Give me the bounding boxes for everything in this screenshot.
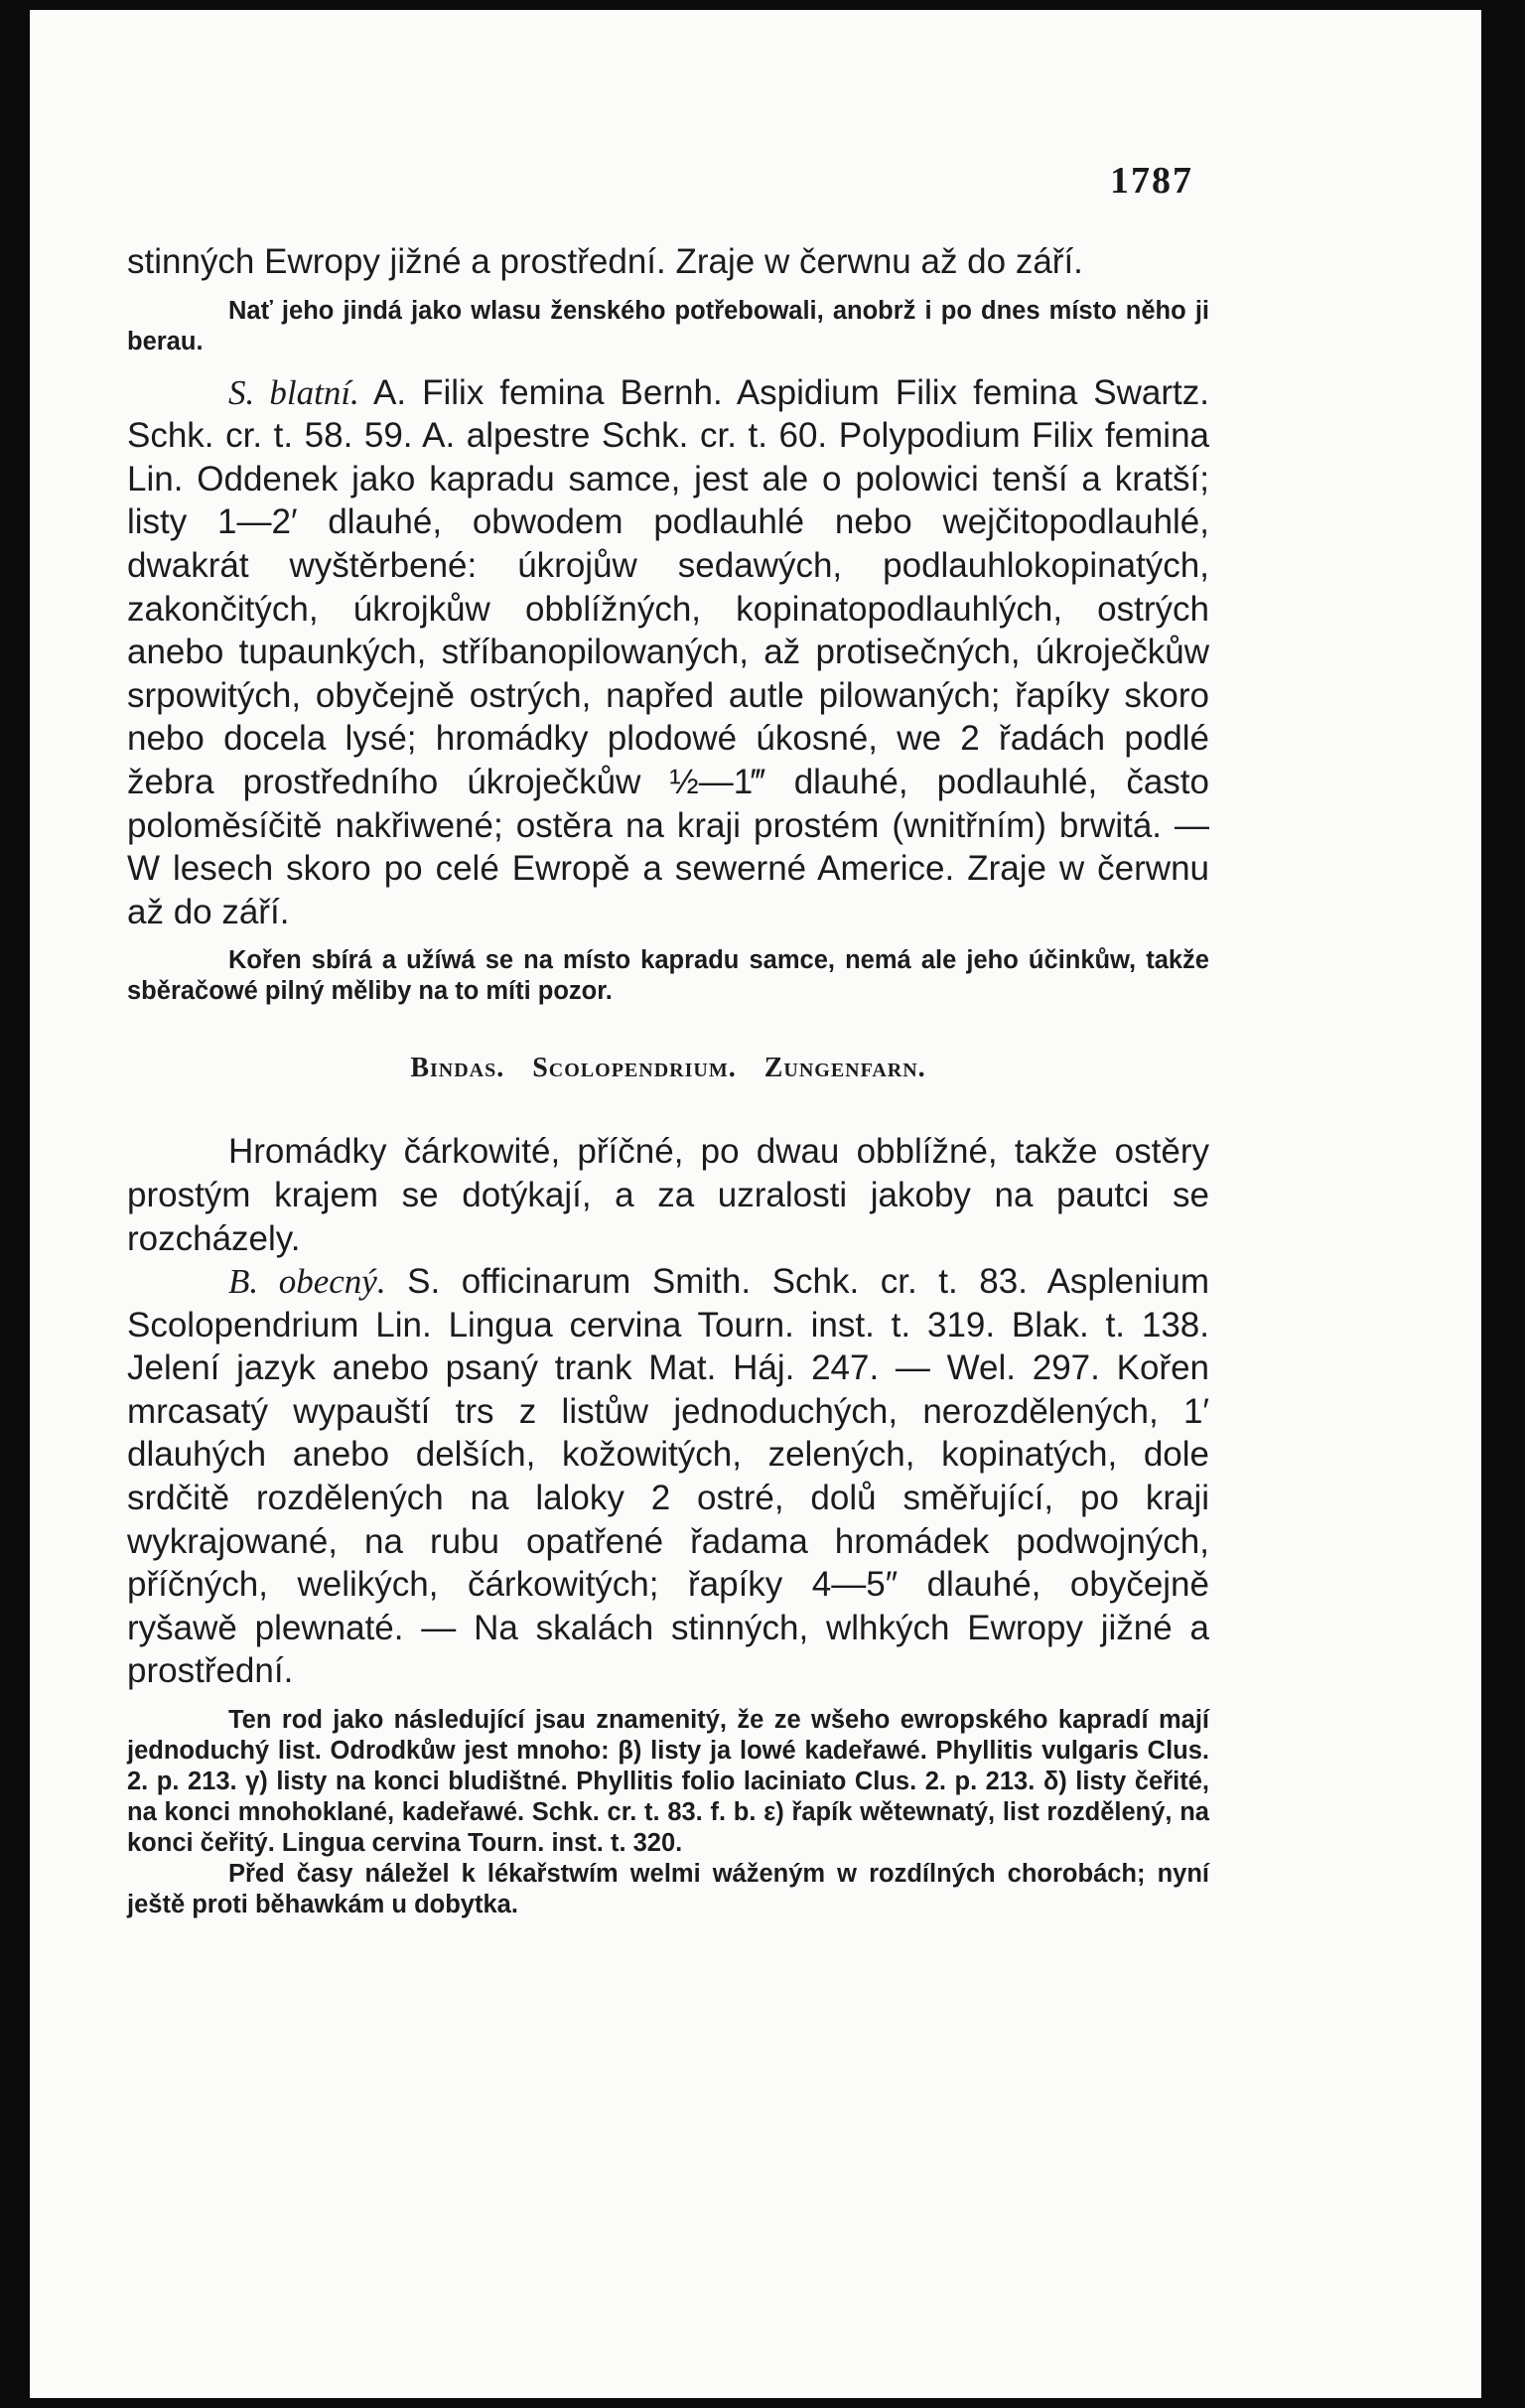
species-name: B. obecný. (228, 1262, 386, 1302)
genus-heading (127, 1053, 1209, 1084)
species-name: S. blatní. (228, 372, 359, 412)
footnote-root: Kořen sbírá a užíwá se na místo kapradu samce, nemá ale jeho účinkůw, takže sběračowé pilný měliby na to míti pozor. (127, 946, 1209, 1006)
footnote-usage: Nať jeho jindá jako wlasu ženského potřebowali, anobrž i po dnes místo něho ji berau. (127, 296, 1209, 355)
genus-heading-latin: Scolopendrium. (532, 1053, 737, 1084)
species-entry-blatni (127, 371, 1209, 934)
genus-description: Hromádky čárkowité, příčné, po dwau obblížné, takže ostěry prostým krajem se dotýkají, a za uzralosti jakoby na pautci se rozcházely. (127, 1132, 1209, 1258)
species-entry-obecny (127, 1260, 1209, 1693)
genus-heading-german: Zungenfarn. (763, 1053, 926, 1084)
page-number: 1787 (1110, 160, 1193, 202)
paragraph-continued: stinných Ewropy jižné a prostřední. Zraje w čerwnu až do září. (127, 242, 1083, 281)
species-description: A. Filix femina Bernh. Aspidium Filix femina Swartz. Schk. cr. t. 58. 59. A. alpestre Schk. cr. t. 60. Polypodium Filix femina Lin. Oddenek jako kapradu samce, jest ale o polowici tenší a kratší; listy 1—2′ dlauhé, obwodem podlauhlé nebo wejčitopodlauhlé, dwakrát wyštěrbené: úkrojůw sedawých, podlauhlokopinatých, zakončitých, úkrojkůw obblížných, kopinatopodlauhlých, ostrých anebo tupaunkých, stříbanopilowaných, až protisečných, úkroječkůw srpowitých, obyčejně ostrých, napřed autle pilowaných; řapíky skoro nebo docela lysé; hromádky plodowé úkosné, we 2 řadách podlé žebra prostředního úkroječkůw ½—1‴ dlauhé, podlauhlé, často poloměsíčitě nakřiwené; ostěra na kraji prostém (wnitřním) brwitá. — W lesech skoro po celé Ewropě a sewerné Americe. Zraje w čerwnu až do září. (127, 372, 1210, 931)
genus-heading-czech: Bindas. (410, 1053, 505, 1084)
footnote-medicine: Před časy náležel k lékařstwím welmi wáženým w rozdílných chorobách; nyní ještě proti běhawkám u dobytka. (127, 1860, 1209, 1919)
footnote-genus: Ten rod jako následující jsau znamenitý, že ze wšeho ewropského kapradí mají jednoduchý list. Odrodkůw jest mnoho: β) listy ja lowé kadeřawé. Phyllitis vulgaris Clus. 2. p. 213. γ) listy na konci bludištné. Phyllitis folio laciniato Clus. 2. p. 213. δ) listy čeřité, na konci mnohoklané, kadeřawé. Schk. cr. t. 83. f. b. ε) řapík wětewnatý, list rozdělený, na konci čeřitý. Lingua cervina Tourn. inst. t. 320. (127, 1706, 1209, 1858)
book-page (30, 10, 1481, 2398)
page-text (127, 240, 1209, 1920)
species-description: S. officinarum Smith. Schk. cr. t. 83. Asplenium Scolopendrium Lin. Lingua cervina Tourn. inst. t. 319. Blak. t. 138. Jelení jazyk anebo psaný trank Mat. Háj. 247. — Wel. 297. Kořen mrcasatý wypauští trs z listůw jednoduchých, nerozdělených, 1′ dlauhých anebo delších, kožowitých, zelených, kopinatých, dole srdčitě rozdělených na laloky 2 ostré, dolů směřující, po kraji wykrajowané, na rubu opatřené řadama hromádek podwojných, příčných, welikých, čárkowitých; řapíky 4—5″ dlauhé, obyčejně ryšawě plewnaté. — Na skalách stinných, wlhkých Ewropy jižné a prostřední. (127, 1262, 1209, 1691)
